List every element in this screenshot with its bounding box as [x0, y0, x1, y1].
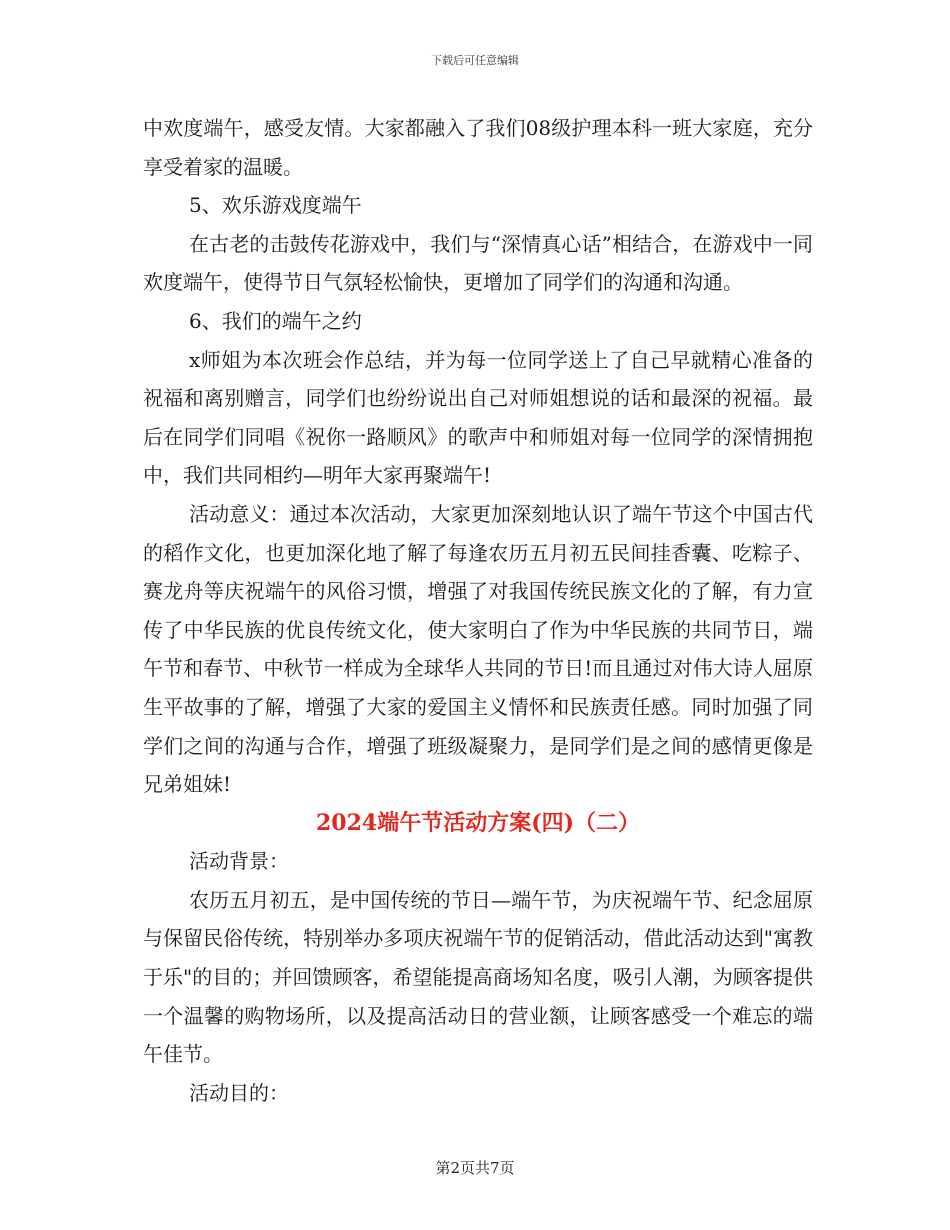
section-title: 2024端午节活动方案(四)（二）: [315, 809, 641, 836]
paragraph: 活动意义：通过本次活动，大家更加深刻地认识了端午节这个中国古代的稻作文化，也更加深化地了解了每逢农历五月初五民间挂香囊、吃粽子、赛龙舟等庆祝端午的风俗习惯，增强了对我国传统民族文化的了解，有力宣传了中华民族的优良传统文化，使大家明白了作为中华民族的共同节日，端午节和春节、中秋节一样成为全球华人共同的节日!而且通过对伟大诗人屈原生平故事的了解，增强了大家的爱国主义情怀和民族责任感。同时加强了同学们之间的沟通与合作，增强了班级凝聚力，是同学们是之间的感情更像是兄弟姐妹!: [143, 501, 813, 797]
paragraph: 在古老的击鼓传花游戏中，我们与“深情真心话”相结合，在游戏中一同欢度端午，使得节日气氛轻松愉快，更增加了同学们的沟通和沟通。: [143, 231, 813, 295]
document-body: [143, 109, 813, 1112]
paragraph: 活动背景：: [189, 849, 289, 874]
paragraph: x师姐为本次班会作总结，并为每一位同学送上了自己早就精心准备的祝福和离别赠言，同学们也纷纷说出自己对师姐想说的话和最深的祝福。最后在同学们同唱《祝你一路顺风》的歌声中和师姐对每一位同学的深情拥抱中，我们共同相约—明年大家再聚端午!: [143, 347, 813, 488]
paragraph: 农历五月初五，是中国传统的节日—端午节，为庆祝端午节、纪念屈原与保留民俗传统，特别举办多项庆祝端午节的促销活动，借此活动达到"寓教于乐"的目的；并回馈顾客，希望能提高商场知名度，吸引人潮，为顾客提供一个温馨的购物场所，以及提高活动日的营业额，让顾客感受一个难忘的端午佳节。: [143, 887, 813, 1067]
subheading: 6、我们的端午之约: [189, 308, 362, 333]
page-header: 下载后可任意编辑: [431, 54, 519, 67]
page-footer: 第2页共7页: [435, 1159, 515, 1177]
subheading: 5、欢乐游戏度端午: [189, 193, 362, 218]
paragraph: 活动目的：: [189, 1080, 289, 1105]
paragraph: 中欢度端午，感受友情。大家都融入了我们08级护理本科一班大家庭，充分享受着家的温暖。: [143, 116, 813, 179]
